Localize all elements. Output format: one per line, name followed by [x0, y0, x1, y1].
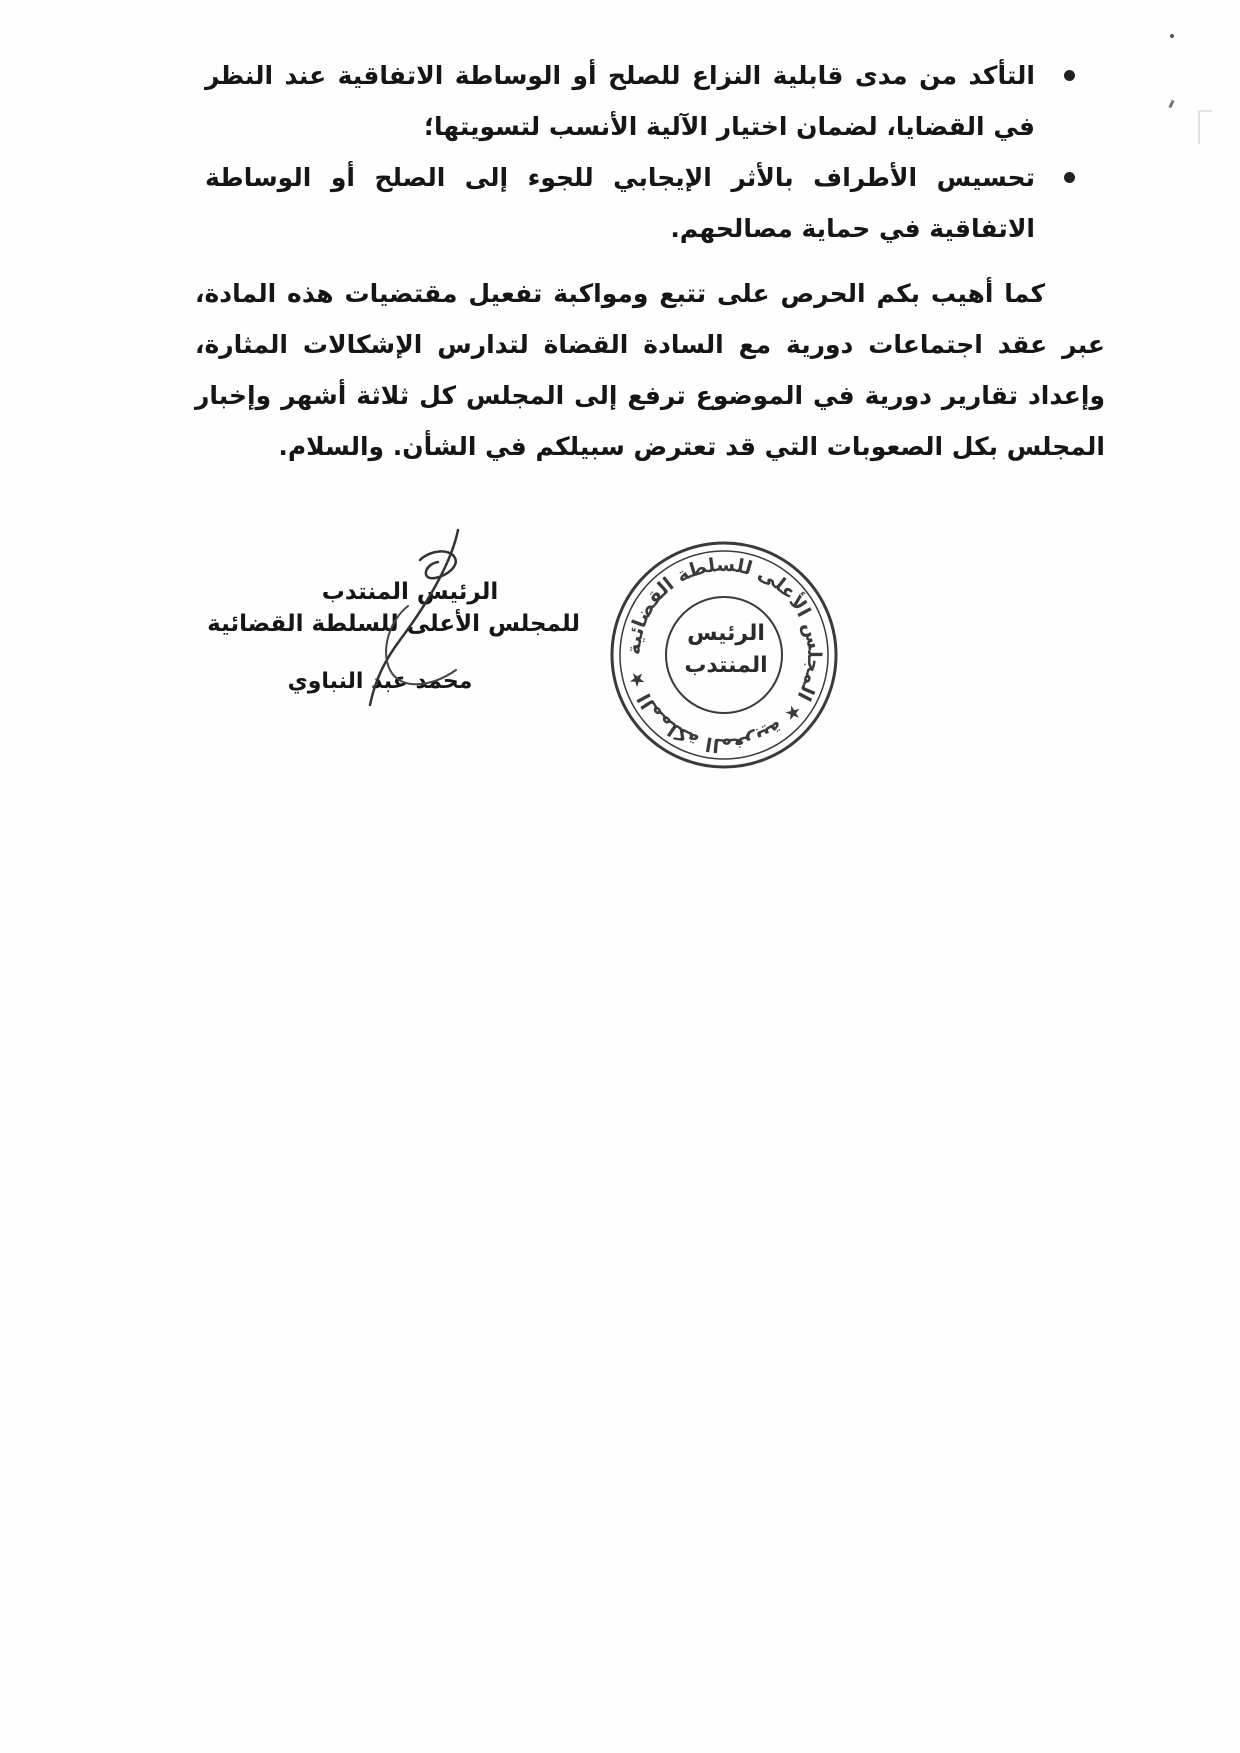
svg-text:المملكة المغربية ★ المجلس الأع: المملكة المغربية ★ المجلس الأعلى للسلطة القضائية ★ — [622, 553, 826, 757]
margin-dot-mark — [1170, 34, 1174, 38]
bullet-icon — [1064, 172, 1075, 183]
seal-center-text — [666, 618, 786, 682]
signatory-institution: للمجلس الأعلى للسلطة القضائية — [207, 611, 580, 637]
closing-paragraph — [195, 268, 1105, 472]
handwritten-signature-icon — [360, 520, 490, 710]
margin-tick-mark — [1168, 100, 1174, 109]
margin-faint-mark — [1198, 110, 1212, 144]
bullet-text: تحسيس الأطراف بالأثر الإيجابي للجوء إلى الصلح أو الوساطة الاتفاقية في حماية مصالحهم. — [205, 163, 1035, 243]
seal-center-line1: الرئيس — [687, 621, 765, 646]
signatory-name: محمد عبد النباوي — [287, 669, 473, 694]
bullet-item — [205, 50, 1035, 152]
signatory-title: الرئيس المنتدب — [321, 579, 499, 605]
bullet-list — [205, 50, 1095, 254]
seal-center-line2: المنتدب — [684, 653, 768, 678]
bullet-item — [205, 152, 1035, 254]
bullet-text: التأكد من مدى قابلية النزاع للصلح أو الوساطة الاتفاقية عند النظر في القضايا، لضمان اختيار الآلية الأنسب لتسويتها؛ — [205, 61, 1035, 141]
paragraph-text: كما أهيب بكم الحرص على تتبع ومواكبة تفعيل مقتضيات هذه المادة، عبر عقد اجتماعات دورية مع السادة القضاة لتدارس الإشكالات المثارة، وإعداد تقارير دورية في الموضوع ترفع إلى المجلس كل ثلاثة أشهر وإخبار المجلس بكل الصعوبات التي قد تعترض سبيلكم في الشأن. والسلام. — [195, 279, 1105, 461]
bullet-icon — [1064, 70, 1075, 81]
